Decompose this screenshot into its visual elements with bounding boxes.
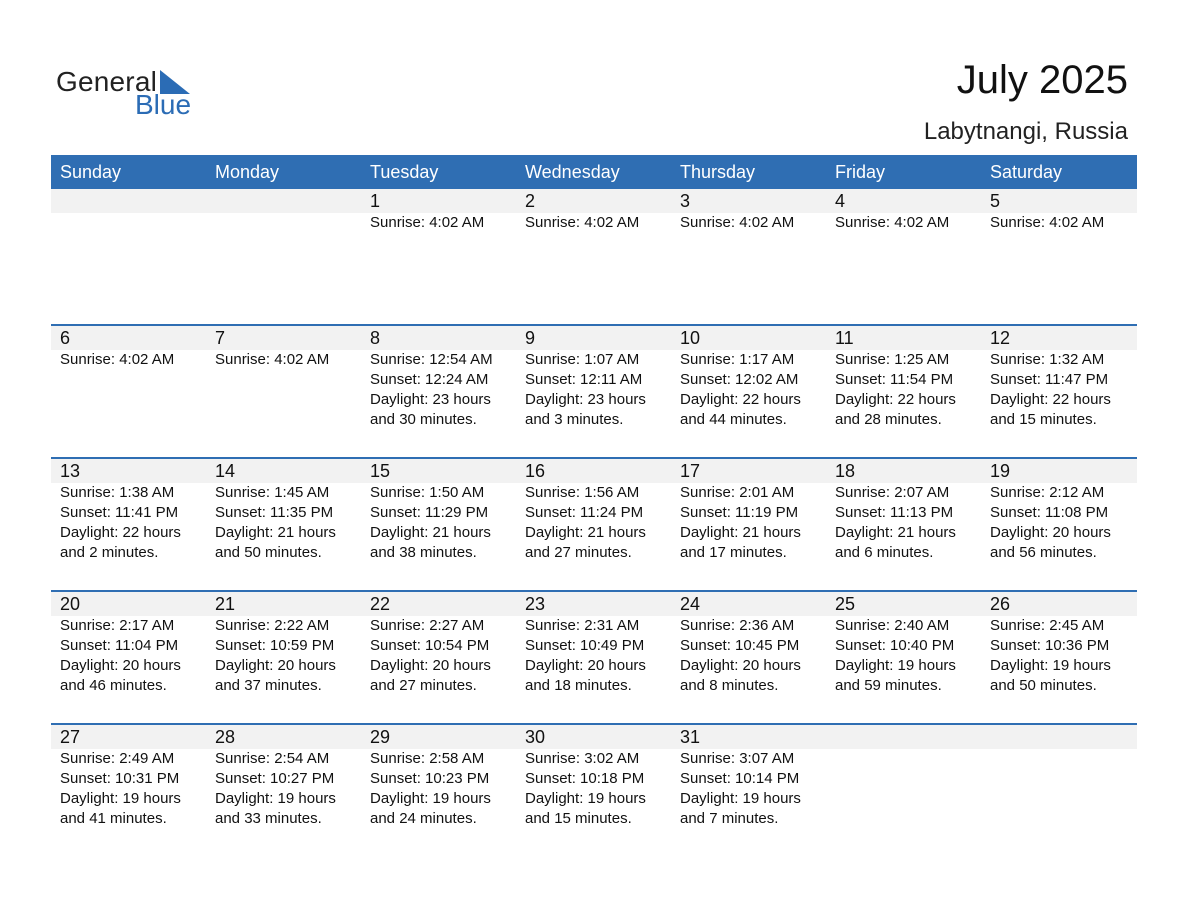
weekday-header: Saturday: [990, 162, 1063, 182]
sun-info-line: Daylight: 23 hours: [525, 391, 646, 408]
weeks-container: [51, 189, 1137, 856]
sun-info-line: and 2 minutes.: [60, 544, 159, 561]
sun-info-line: Sunset: 11:54 PM: [835, 371, 954, 388]
sun-info-line: Daylight: 19 hours: [680, 790, 801, 807]
sun-info-line: and 24 minutes.: [370, 810, 477, 827]
day-cell: [361, 326, 516, 430]
day-cell: [981, 592, 1137, 696]
sun-info-line: Sunset: 10:54 PM: [370, 637, 490, 654]
sun-info-line: Daylight: 22 hours: [680, 391, 801, 408]
week-row: [51, 723, 1137, 856]
sun-info-line: Sunrise: 12:54 AM: [370, 351, 493, 368]
sun-info-line: and 27 minutes.: [525, 544, 632, 561]
sun-info-line: and 27 minutes.: [370, 677, 477, 694]
sun-info-line: Sunset: 11:47 PM: [990, 371, 1109, 388]
sun-info-line: Sunset: 11:41 PM: [60, 504, 179, 521]
week-cells: [51, 189, 1137, 233]
sun-info-line: Daylight: 19 hours: [60, 790, 181, 807]
sun-info-line: Sunset: 10:45 PM: [680, 637, 800, 654]
sun-info-line: Sunset: 11:24 PM: [525, 504, 644, 521]
day-cell: [671, 326, 826, 430]
sun-info-line: Sunrise: 2:17 AM: [60, 617, 175, 634]
day-number: 18: [835, 461, 856, 481]
day-number: 20: [60, 594, 81, 614]
sun-info-line: Daylight: 22 hours: [835, 391, 956, 408]
day-number: 21: [215, 594, 236, 614]
day-number: 23: [525, 594, 546, 614]
day-cell: [671, 459, 826, 563]
sun-info-line: Sunrise: 1:45 AM: [215, 484, 330, 501]
sun-info-line: Sunset: 11:29 PM: [370, 504, 489, 521]
day-cell: [51, 592, 206, 696]
weekday-header: Sunday: [60, 162, 122, 182]
day-number: 28: [215, 727, 236, 747]
day-number: 10: [680, 328, 701, 348]
page-title: July 2025: [956, 58, 1128, 102]
day-cell: [826, 326, 981, 430]
day-number: 8: [370, 328, 381, 348]
sun-info-line: Sunrise: 2:31 AM: [525, 617, 640, 634]
sun-info-line: Daylight: 21 hours: [680, 524, 801, 541]
weekday-header: Thursday: [680, 162, 756, 182]
day-number: 4: [835, 191, 846, 211]
day-cell: [981, 326, 1137, 430]
sun-info-line: and 46 minutes.: [60, 677, 167, 694]
sun-info-line: Daylight: 23 hours: [370, 391, 491, 408]
day-cell: [516, 725, 671, 829]
day-cell: [206, 725, 361, 829]
sun-info-line: Daylight: 19 hours: [215, 790, 336, 807]
sun-info-line: Daylight: 20 hours: [370, 657, 491, 674]
sun-info-line: Sunset: 12:02 AM: [680, 371, 799, 388]
sun-info-line: Sunrise: 1:32 AM: [990, 351, 1105, 368]
sun-info-line: Daylight: 20 hours: [525, 657, 646, 674]
sun-info-line: Daylight: 19 hours: [835, 657, 956, 674]
day-number: 9: [525, 328, 536, 348]
sun-info-line: Daylight: 19 hours: [525, 790, 646, 807]
day-number: 22: [370, 594, 391, 614]
sun-info-line: and 3 minutes.: [525, 411, 624, 428]
sun-info-line: and 30 minutes.: [370, 411, 477, 428]
sun-info-line: Daylight: 21 hours: [215, 524, 336, 541]
day-cell: [516, 189, 671, 233]
sun-info-line: Sunrise: 4:02 AM: [60, 351, 175, 368]
day-cell: [361, 459, 516, 563]
sun-info-line: Sunrise: 1:07 AM: [525, 351, 640, 368]
sun-info-line: and 15 minutes.: [525, 810, 632, 827]
sun-info-line: Sunrise: 3:02 AM: [525, 750, 640, 767]
sun-info-line: and 37 minutes.: [215, 677, 322, 694]
sun-info-line: and 56 minutes.: [990, 544, 1097, 561]
sun-info-line: Sunset: 10:18 PM: [525, 770, 645, 787]
sun-info-line: Sunrise: 4:02 AM: [525, 214, 640, 231]
day-number: 17: [680, 461, 701, 481]
day-number: 12: [990, 328, 1011, 348]
sun-info-line: Sunset: 11:04 PM: [60, 637, 179, 654]
sun-info-line: and 41 minutes.: [60, 810, 167, 827]
week-cells: [51, 725, 1137, 829]
sun-info-line: Sunrise: 2:58 AM: [370, 750, 485, 767]
week-row: [51, 590, 1137, 723]
sun-info-line: Sunrise: 1:50 AM: [370, 484, 485, 501]
sun-info-line: Daylight: 20 hours: [990, 524, 1111, 541]
empty-day-cell: [51, 189, 206, 233]
day-cell: [51, 725, 206, 829]
empty-day-cell: [826, 725, 981, 829]
sun-info-line: and 50 minutes.: [990, 677, 1097, 694]
sun-info-line: Daylight: 21 hours: [370, 524, 491, 541]
sun-info-line: and 17 minutes.: [680, 544, 787, 561]
day-number: 19: [990, 461, 1011, 481]
sun-info-line: Sunset: 10:40 PM: [835, 637, 955, 654]
day-cell: [671, 189, 826, 233]
sun-info-line: Sunset: 12:11 AM: [525, 371, 643, 388]
sun-info-line: Sunrise: 2:01 AM: [680, 484, 795, 501]
day-cell: [516, 459, 671, 563]
day-number: 7: [215, 328, 226, 348]
brand-logo: [56, 66, 206, 122]
day-cell: [206, 326, 361, 430]
sun-info-line: and 28 minutes.: [835, 411, 942, 428]
day-cell: [826, 592, 981, 696]
day-number: 27: [60, 727, 81, 747]
week-cells: [51, 326, 1137, 430]
sun-info-line: Sunset: 10:14 PM: [680, 770, 800, 787]
day-cell: [671, 725, 826, 829]
day-number: 24: [680, 594, 701, 614]
sun-info-line: Sunrise: 4:02 AM: [680, 214, 795, 231]
week-row: [51, 457, 1137, 590]
sun-info-line: Sunrise: 2:45 AM: [990, 617, 1105, 634]
day-cell: [826, 189, 981, 233]
sun-info-line: Sunrise: 4:02 AM: [370, 214, 485, 231]
sun-info-line: Sunrise: 2:36 AM: [680, 617, 795, 634]
sun-info-line: Daylight: 20 hours: [680, 657, 801, 674]
day-number: 11: [835, 328, 854, 348]
sun-info-line: Sunset: 10:27 PM: [215, 770, 335, 787]
sun-info-line: Sunrise: 3:07 AM: [680, 750, 795, 767]
day-cell: [206, 592, 361, 696]
day-cell: [671, 592, 826, 696]
day-cell: [51, 326, 206, 430]
sun-info-line: Sunset: 11:13 PM: [835, 504, 954, 521]
day-number: 25: [835, 594, 856, 614]
week-row: [51, 189, 1137, 324]
empty-day-cell: [981, 725, 1137, 829]
sun-info-line: and 44 minutes.: [680, 411, 787, 428]
sun-info-line: Daylight: 19 hours: [370, 790, 491, 807]
week-row: [51, 324, 1137, 457]
day-number: 13: [60, 461, 81, 481]
sun-info-line: Daylight: 20 hours: [60, 657, 181, 674]
sun-info-line: and 18 minutes.: [525, 677, 632, 694]
sun-info-line: Sunrise: 2:22 AM: [215, 617, 330, 634]
sun-info-line: Sunset: 12:24 AM: [370, 371, 489, 388]
day-number: 5: [990, 191, 1001, 211]
week-cells: [51, 592, 1137, 696]
sun-info-line: Sunrise: 1:56 AM: [525, 484, 640, 501]
day-cell: [206, 459, 361, 563]
day-cell: [361, 725, 516, 829]
day-number: 15: [370, 461, 391, 481]
sun-info-line: Sunrise: 2:07 AM: [835, 484, 950, 501]
day-number: 31: [680, 727, 701, 747]
day-cell: [826, 459, 981, 563]
day-number: 16: [525, 461, 546, 481]
weekday-header: Friday: [835, 162, 886, 182]
sun-info-line: Sunset: 11:19 PM: [680, 504, 799, 521]
day-number: 26: [990, 594, 1011, 614]
sun-info-line: and 7 minutes.: [680, 810, 779, 827]
sun-info-line: and 50 minutes.: [215, 544, 322, 561]
sun-info-line: and 33 minutes.: [215, 810, 322, 827]
sun-info-line: Sunrise: 1:38 AM: [60, 484, 175, 501]
sun-info-line: Sunrise: 4:02 AM: [215, 351, 330, 368]
weekday-header-row: [51, 155, 1137, 189]
sun-info-line: Daylight: 21 hours: [835, 524, 956, 541]
weekday-header: Wednesday: [525, 162, 620, 182]
sun-info-line: Sunrise: 2:12 AM: [990, 484, 1105, 501]
logo-text-blue: Blue: [135, 89, 192, 120]
sun-info-line: Sunset: 10:49 PM: [525, 637, 645, 654]
sun-info-line: Daylight: 19 hours: [990, 657, 1111, 674]
sun-info-line: Sunrise: 2:54 AM: [215, 750, 330, 767]
sun-info-line: Sunset: 10:59 PM: [215, 637, 335, 654]
week-cells: [51, 459, 1137, 563]
sun-info-line: Sunrise: 2:49 AM: [60, 750, 175, 767]
day-cell: [51, 459, 206, 563]
day-number: 14: [215, 461, 236, 481]
weekday-header: Monday: [215, 162, 280, 182]
sun-info-line: Sunrise: 4:02 AM: [835, 214, 950, 231]
sun-info-line: and 59 minutes.: [835, 677, 942, 694]
sun-info-line: Sunset: 10:36 PM: [990, 637, 1110, 654]
sun-info-line: and 8 minutes.: [680, 677, 779, 694]
day-number: 29: [370, 727, 391, 747]
day-cell: [361, 189, 516, 233]
day-number: 2: [525, 191, 536, 211]
sun-info-line: and 38 minutes.: [370, 544, 477, 561]
location-label: Labytnangi, Russia: [923, 118, 1128, 145]
day-cell: [361, 592, 516, 696]
day-number: 1: [370, 191, 381, 211]
day-number: 3: [680, 191, 691, 211]
day-cell: [516, 592, 671, 696]
sun-info-line: and 6 minutes.: [835, 544, 934, 561]
sun-info-line: Daylight: 22 hours: [60, 524, 181, 541]
sun-info-line: Sunset: 10:23 PM: [370, 770, 490, 787]
sun-info-line: Sunset: 11:35 PM: [215, 504, 334, 521]
sun-info-line: Sunrise: 2:40 AM: [835, 617, 950, 634]
day-cell: [516, 326, 671, 430]
sun-info-line: Daylight: 20 hours: [215, 657, 336, 674]
calendar-grid: [51, 155, 1137, 856]
sun-info-line: Sunset: 11:08 PM: [990, 504, 1109, 521]
sun-info-line: and 15 minutes.: [990, 411, 1097, 428]
sun-info-line: Daylight: 22 hours: [990, 391, 1111, 408]
sun-info-line: Daylight: 21 hours: [525, 524, 646, 541]
empty-day-cell: [206, 189, 361, 233]
sun-info-line: Sunrise: 4:02 AM: [990, 214, 1105, 231]
logo-text-general: General: [56, 66, 158, 97]
sun-info-line: Sunrise: 2:27 AM: [370, 617, 485, 634]
day-cell: [981, 189, 1137, 233]
weekday-header: Tuesday: [370, 162, 439, 182]
day-number: 6: [60, 328, 71, 348]
sun-info-line: Sunrise: 1:25 AM: [835, 351, 950, 368]
sun-info-line: Sunset: 10:31 PM: [60, 770, 180, 787]
day-number: 30: [525, 727, 546, 747]
sun-info-line: Sunrise: 1:17 AM: [680, 351, 795, 368]
day-cell: [981, 459, 1137, 563]
